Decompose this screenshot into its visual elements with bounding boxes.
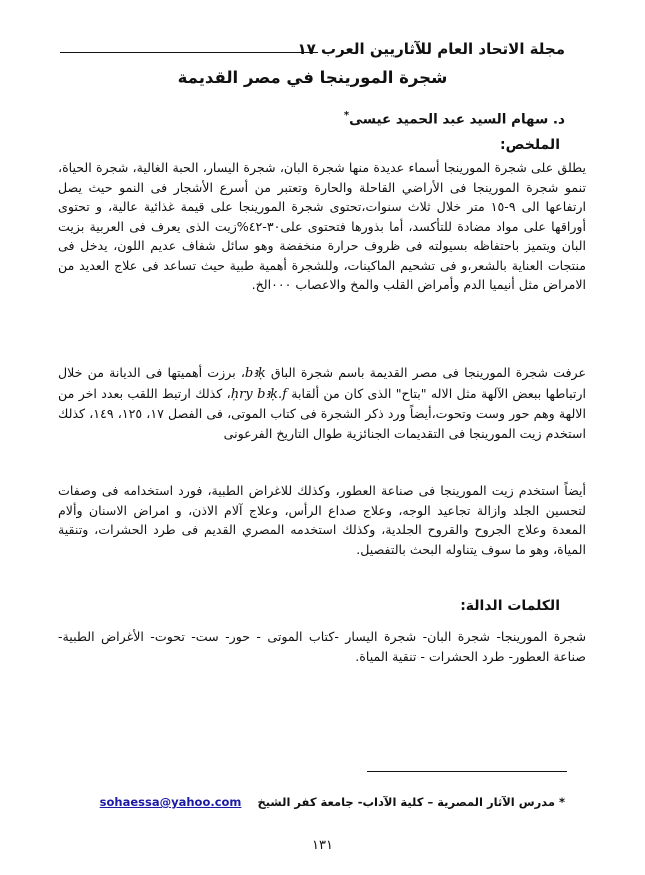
footnote-rule [367,771,567,772]
author-footnote [100,795,565,809]
header-rule [60,52,318,53]
author-name: د. سهام السيد عبد الحميد عيسى [349,111,565,128]
author-footnote-mark: * [343,110,350,121]
abstract-heading: الملخص: [500,137,560,153]
abstract-paragraph-3: أيضاً استخدم زيت المورينجا فى صناعة العطور، وكذلك للاغراض الطبية، فورد استخدامه فى وصفات لتحسين الجلد وازالة تجاعيد الوجه، وعلاج صداع الرأس، وعلاج آلام الاذن، و امراض الاسنان وألام المعدة وعلاج الجروح والقروح الجلدية، وكذلك استخدمه المصري القديم فى طرد الحشرات، وتنقية المياة، وهو ما سوف يتناوله البحث بالتفصيل. [58,483,586,557]
abstract-paragraph-2 [58,363,586,443]
journal-title: مجلة الاتحاد العام للآثاريين العرب ١٧ [297,40,565,58]
paragraph-2-text-c: ، كذلك ارتبط اللقب بعدد اخر من الالهة وهم حور وست وتحوت،أيضاً ورد ذكر الشجرة فى كتاب الموتى، فى الفصل ١٧، ١٢٥، ١٤٩، كذلك استخدم زيت المورينجا فى التقديمات الجنائزية طوال التاريخ الفرعونى [58,385,586,441]
footnote-affiliation: مدرس الآثار المصرية – كلية الآداب- جامعة كفر الشيخ [257,795,555,809]
article-title: شجرة المورينجا في مصر القديمة [177,68,448,87]
paragraph-2-text-b: ، برزت أهميتها فى الديانة من خلال ارتباطها ببعض الآلهة مثل الاله "بتاح" الذى كان من ألقابة [58,365,586,401]
page-number: ١٣١ [312,838,333,853]
transliteration-bak: bꜣḳ [244,366,266,381]
abstract-paragraph-1: يطلق على شجرة المورينجا أسماء عديدة منها شجرة البان، شجرة اليسار، الحبة الغالية، شجرة الحياة، تنمو شجرة المورينجا فى الأراضي القاحلة والحارة وتعتبر من أسرع الأشجار فى النمو حيث يصل ارتفاعها الى ٩-١٥ متر خلال ثلاث سنوات،تحتوى شجرة المورينجا على قيمة غذائية عالية، و تحتوى أوراقها على مواد مضادة للتأكسد، أما بذورها فتحتوى على٣٠-٤٢%زيت الذى يعرف فى العربية بزيت البان ويتميز باحتفاظه بسيولته فى ظروف حرارة منخفضة وهو سائل شفاف عديم اللون، يدخل فى منتجات العناية بالشعر،و فى تشحيم الماكينات، وللشجرة أهمية طبية حيث تساعد فى علاج العديد من الامراض مثل أنيميا الدم وأمراض القلب والمخ والاعصاب ٠٠٠الخ. [58,160,586,292]
transliteration-hry-bak: ḥry bꜣḳ.f [230,386,287,402]
author-email-link[interactable]: sohaessa@yahoo.com [99,795,242,809]
author-line [344,110,565,128]
running-header [60,40,565,58]
keywords-text: شجرة المورينجا- شجرة البان- شجرة اليسار -كتاب الموتى - حور- ست- تحوت- الأغراض الطبية- صناعة العطور- طرد الحشرات - تنقية المياة. [58,629,586,664]
keywords-heading: الكلمات الدالة: [460,598,560,614]
footnote-mark: * [558,795,565,809]
paragraph-2-text-a: عرفت شجرة المورينجا فى مصر القديمة باسم شجرة الباق [270,365,586,380]
